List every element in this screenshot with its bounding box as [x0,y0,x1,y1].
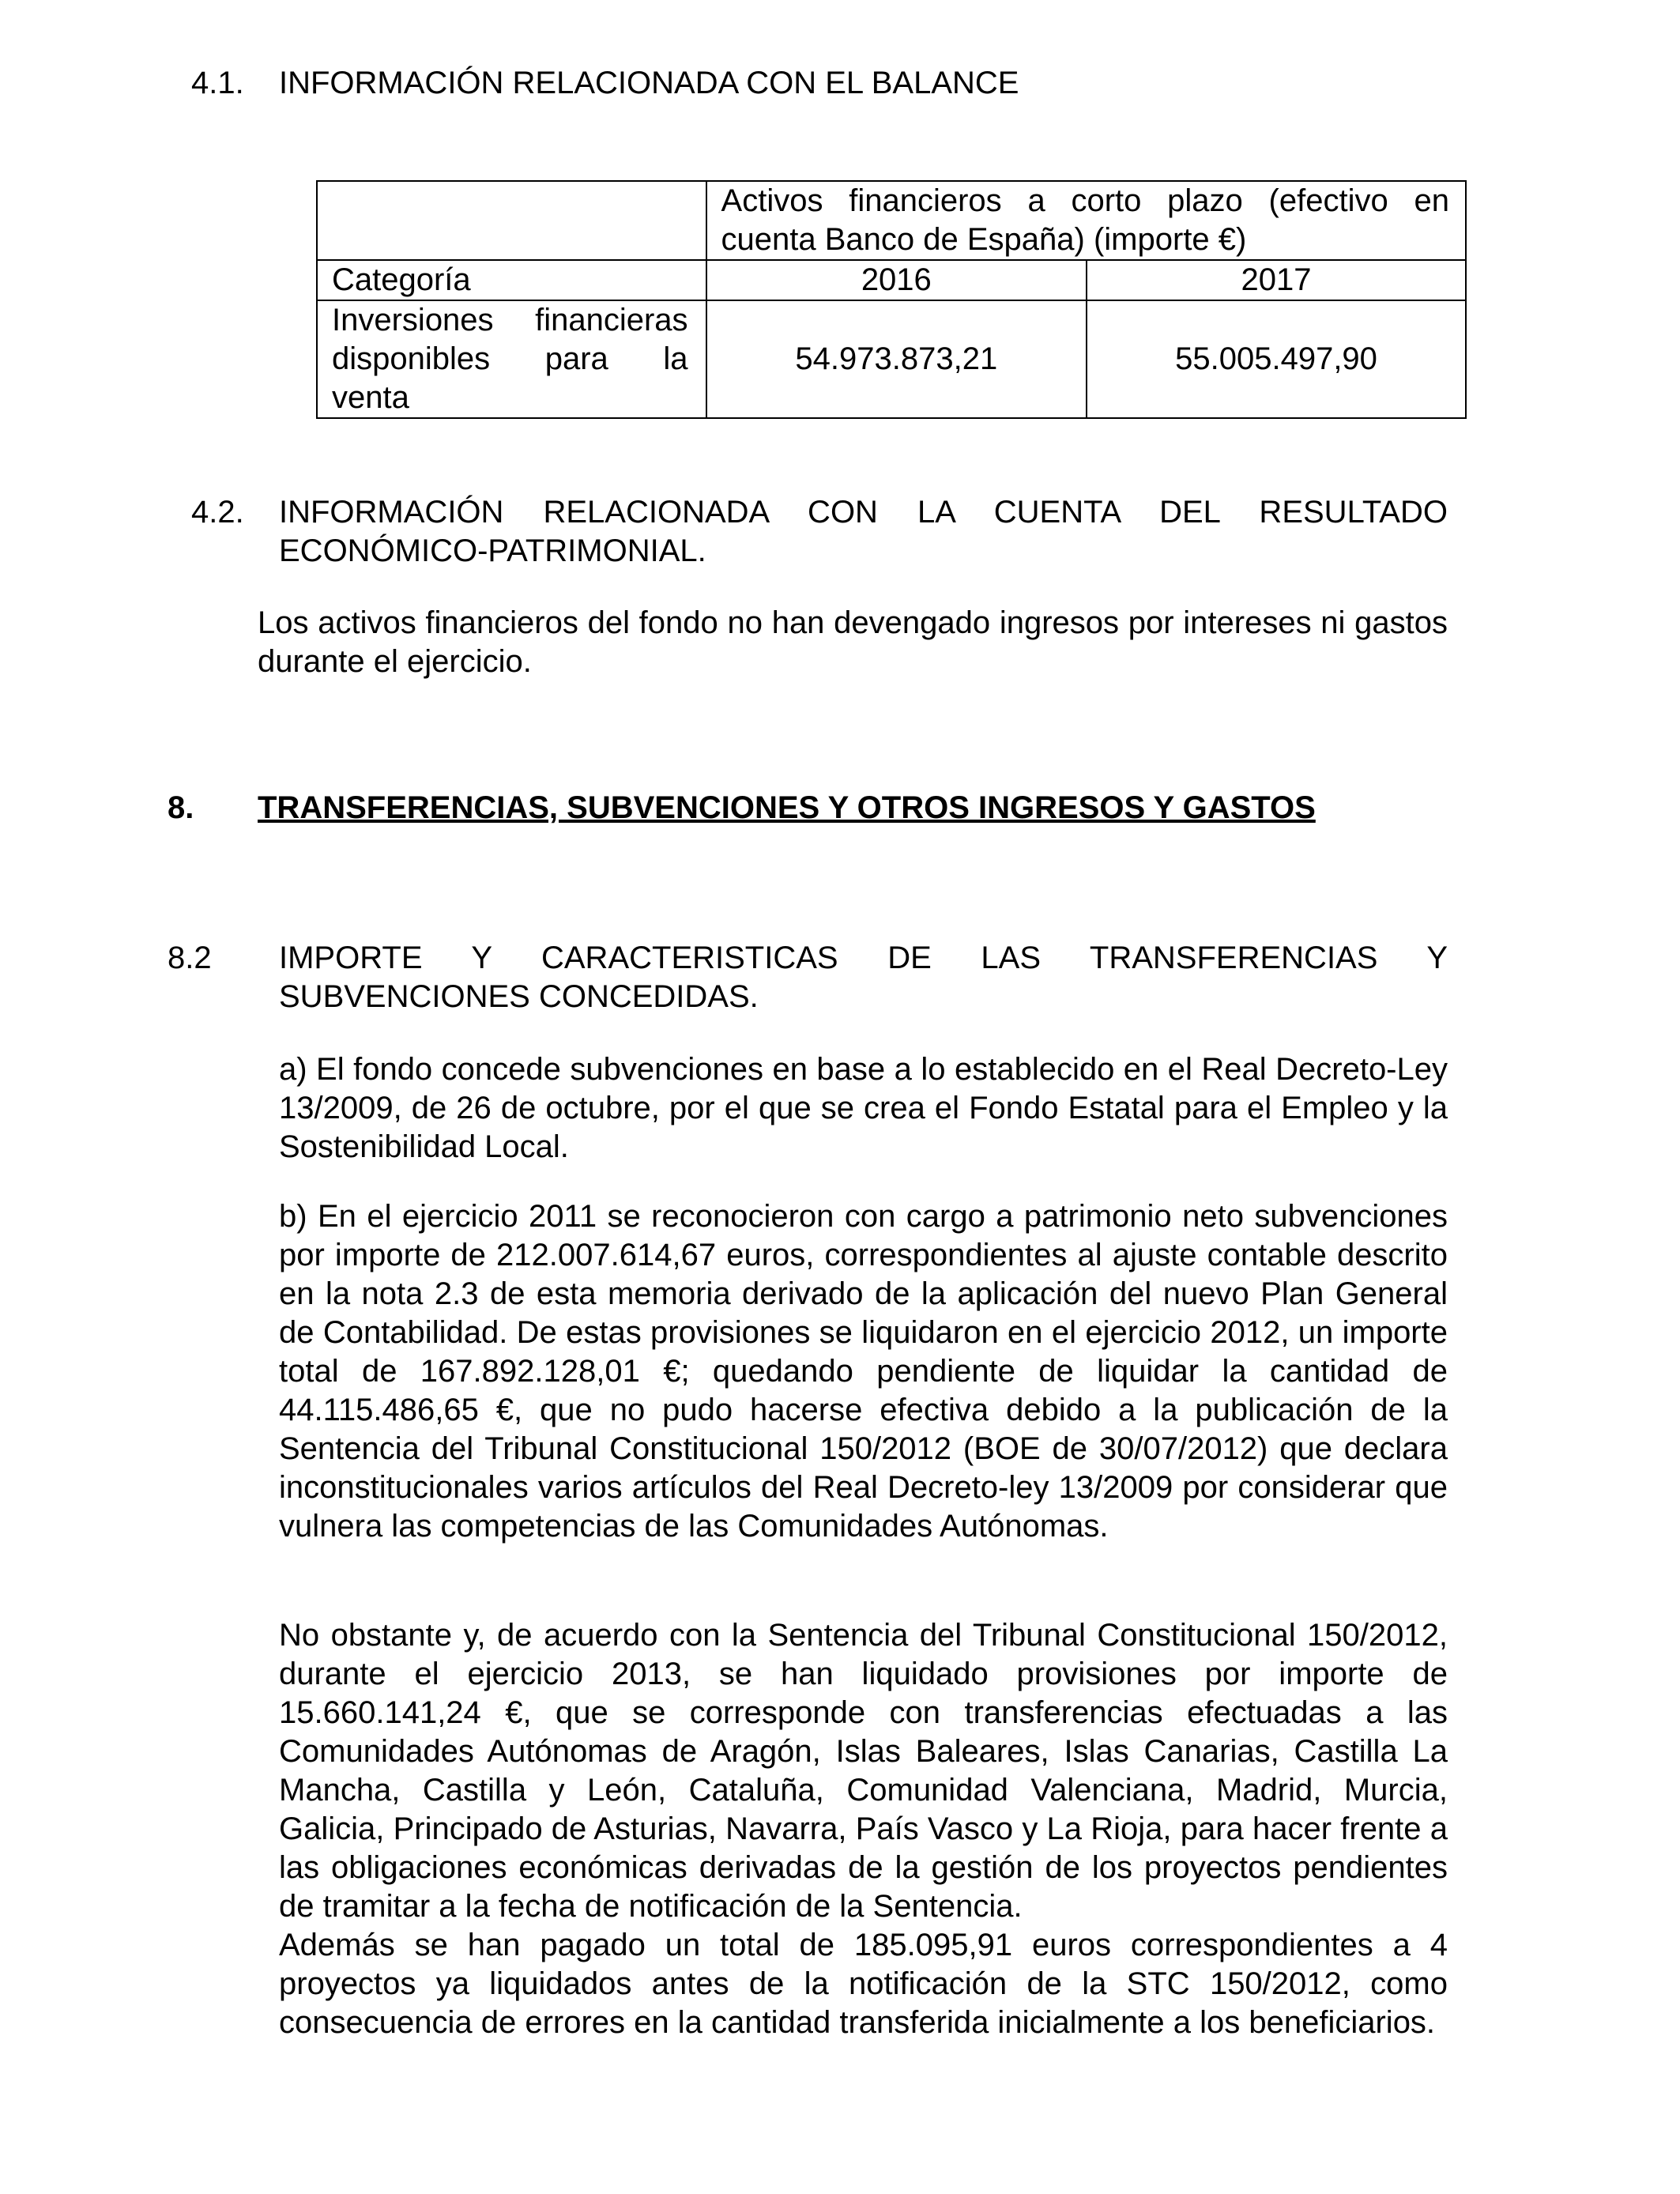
section-8-2-title-line-2: SUBVENCIONES CONCEDIDAS. [279,979,759,1014]
table-value-2016: 54.973.873,21 [706,300,1087,418]
section-4-1-number: 4.1. [191,66,244,100]
section-8-2-number: 8.2 [168,941,212,975]
paragraph-c: No obstante y, de acuerdo con la Sentencia del Tribunal Constitucional 150/2012, durante el ejercicio 2013, se han liquidado provisiones por importe de 15.660.141,24 €, que se corresponde con transferencias efectuadas a las Comunidades Autónomas de Aragón, Islas Baleares, Islas Canarias, Castilla La Mancha, Castilla y León, Cataluña, Comunidad Valenciana, Madrid, Murcia, Galicia, Principado de Asturias, Navarra, País Vasco y La Rioja, para hacer frente a las obligaciones económicas derivadas de la gestión de los proyectos pendientes de tramitar a la fecha de notificación de la Sentencia. [279,1618,1448,1924]
table-value-2017: 55.005.497,90 [1087,300,1466,418]
section-4-2-title-line-2: ECONÓMICO-PATRIMONIAL. [279,533,706,568]
row-label-line-3: venta [332,380,409,415]
table-data-row [317,300,1466,418]
paragraph-b: b) En el ejercicio 2011 se reconocieron con cargo a patrimonio neto subvenciones por importe de 212.007.614,67 euros, correspondientes al ajuste contable descrito en la nota 2.3 de esta memoria derivado de la aplicación del nuevo Plan General de Contabilidad. De estas provisiones se liquidaron en el ejercicio 2012, un importe total de 167.892.128,01 €; quedando pendiente de liquidar la cantidad de 44.115.486,65 €, que no pudo hacerse efectiva debido a la publicación de la Sentencia del Tribunal Constitucional 150/2012 (BOE de 30/07/2012) que declara inconstitucionales varios artículos del Real Decreto-ley 13/2009 por considerar que vulnera las competencias de las Comunidades Autónomas. [279,1199,1448,1544]
balance-table [316,180,1467,419]
section-4-2-title-line-1: INFORMACIÓN RELACIONADA CON LA CUENTA DEL RESULTADO [279,495,1448,530]
table-header-row [317,181,1466,260]
paragraph-a: a) El fondo concede subvenciones en base a lo establecido en el Real Decreto-Ley 13/2009, de 26 de octubre, por el que se crea el Fondo Estatal para el Empleo y la Sostenibilidad Local. [279,1052,1448,1164]
table-header-span [706,181,1466,260]
section-8-2-title-line-1: IMPORTE Y CARACTERISTICAS DE LAS TRANSFERENCIAS Y [279,941,1448,975]
table-header-line-1: Activos financieros a corto plazo (efectivo en [721,183,1449,218]
table-col-category: Categoría [317,260,706,300]
table-empty-cell [317,181,706,260]
row-label-line-1: Inversiones financieras [332,303,688,337]
table-col-2016: 2016 [706,260,1087,300]
row-label-line-2: disponibles para la [332,341,688,376]
section-4-2-body: Los activos financieros del fondo no han devengado ingresos por intereses ni gastos durante el ejercicio. [258,605,1448,679]
section-4-2-number: 4.2. [191,495,244,530]
table-row-label [317,300,706,418]
table-col-2017: 2017 [1087,260,1466,300]
table-subheader-row [317,260,1466,300]
section-8-number: 8. [168,790,194,825]
section-8-title: TRANSFERENCIAS, SUBVENCIONES Y OTROS INGRESOS Y GASTOS [258,790,1316,825]
paragraph-d: Además se han pagado un total de 185.095,91 euros correspondientes a 4 proyectos ya liquidados antes de la notificación de la STC 150/2012, como consecuencia de errores en la cantidad transferida inicialmente a los beneficiarios. [279,1928,1448,2040]
section-4-1-title: INFORMACIÓN RELACIONADA CON EL BALANCE [279,66,1019,100]
table-header-line-2: cuenta Banco de España) (importe €) [721,222,1247,257]
